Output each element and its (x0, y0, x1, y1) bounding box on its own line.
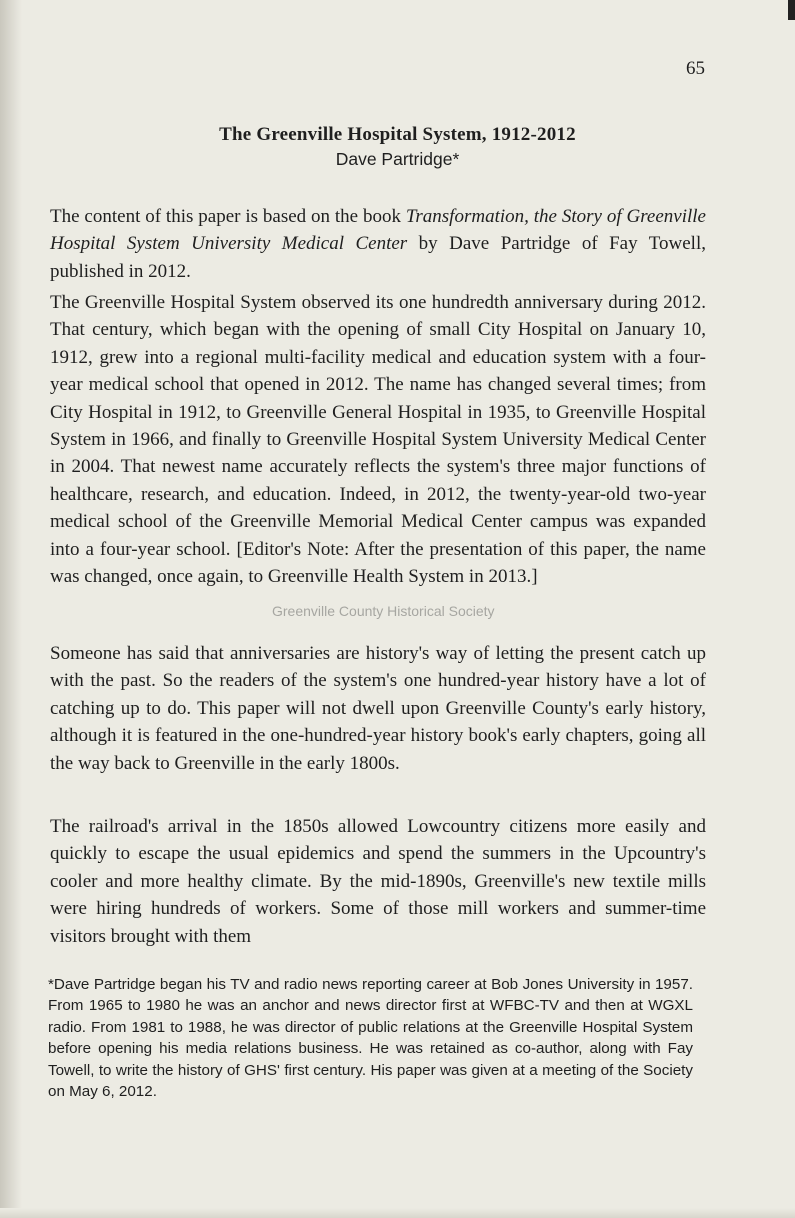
paragraph-railroad (50, 813, 706, 950)
paragraph-anniversary (50, 289, 706, 590)
article-author: Dave Partridge* (335, 149, 460, 169)
paragraph-catch-up-text: Someone has said that anniversaries are history's way of letting the present catch up with the past. So the readers of the system's one hundred-year history have a lot of catching up to do. This paper will not dwell upon Greenville County's early history, although it is featured in the one-hundred-year history book's early chapters, going all the way back to Greenville in the early 1800s. (50, 643, 706, 774)
paragraph-intro-text-after: by Dave Partridge of Fay Towell, published in 2012. (50, 233, 706, 282)
article-title: The Greenville Hospital System, 1912-2012 (219, 124, 576, 145)
paragraph-intro (50, 203, 706, 285)
page-gutter-shadow (0, 0, 22, 1218)
paragraph-anniversary-text: The Greenville Hospital System observed its one hundredth anniversary during 2012. That century, which began with the opening of small City Hospital on January 10, 1912, grew into a regional multi-facility medical and education system with a four-year medical school that opened in 2012. The name has changed several times; from City Hospital in 1912, to Greenville General Hospital in 1935, to Greenville Hospital System in 1966, and finally to Greenville Hospital System University Medical Center in 2004. That newest name accurately reflects the system's three major functions of healthcare, research, and education. Indeed, in 2012, the twenty-year-old two-year medical school of the Greenville Memorial Medical Center campus was expanded into a four-year school. [Editor's Note: After the presentation of this paper, the name was changed, once again, to Greenville Health System in 2013.] (50, 292, 706, 588)
paragraph-railroad-text: The railroad's arrival in the 1850s allowed Lowcountry citizens more easily and quickly to escape the usual epidemics and spend the summers in the Upcountry's cooler and more healthy climate. By the mid-1890s, Greenville's new textile mills were hiring hundreds of workers. Some of those mill workers and summer-time visitors brought with them (50, 816, 706, 947)
page-corner-mark (788, 0, 795, 20)
page-number: 65 (686, 58, 705, 79)
page-bottom-edge (0, 1208, 795, 1218)
book-title: Transformation, the Story of Greenville Hospital System University Medical Center (50, 206, 706, 255)
watermark: Greenville County Historical Society (272, 603, 495, 619)
paragraph-intro-text-before: The content of this paper is based on the book (50, 206, 406, 227)
paragraph-catch-up (50, 640, 706, 777)
author-footnote: *Dave Partridge began his TV and radio news reporting career at Bob Jones University in 1957. From 1965 to 1980 he was an anchor and news director first at WFBC-TV and then at WGXL radio. From 1981 to 1988, he was director of public relations at the Greenville Hospital System before opening his media relations business. He was retained as co-author, along with Fay Towell, to write the history of GHS' first century. His paper was given at a meeting of the Society on May 6, 2012. (48, 976, 693, 1101)
